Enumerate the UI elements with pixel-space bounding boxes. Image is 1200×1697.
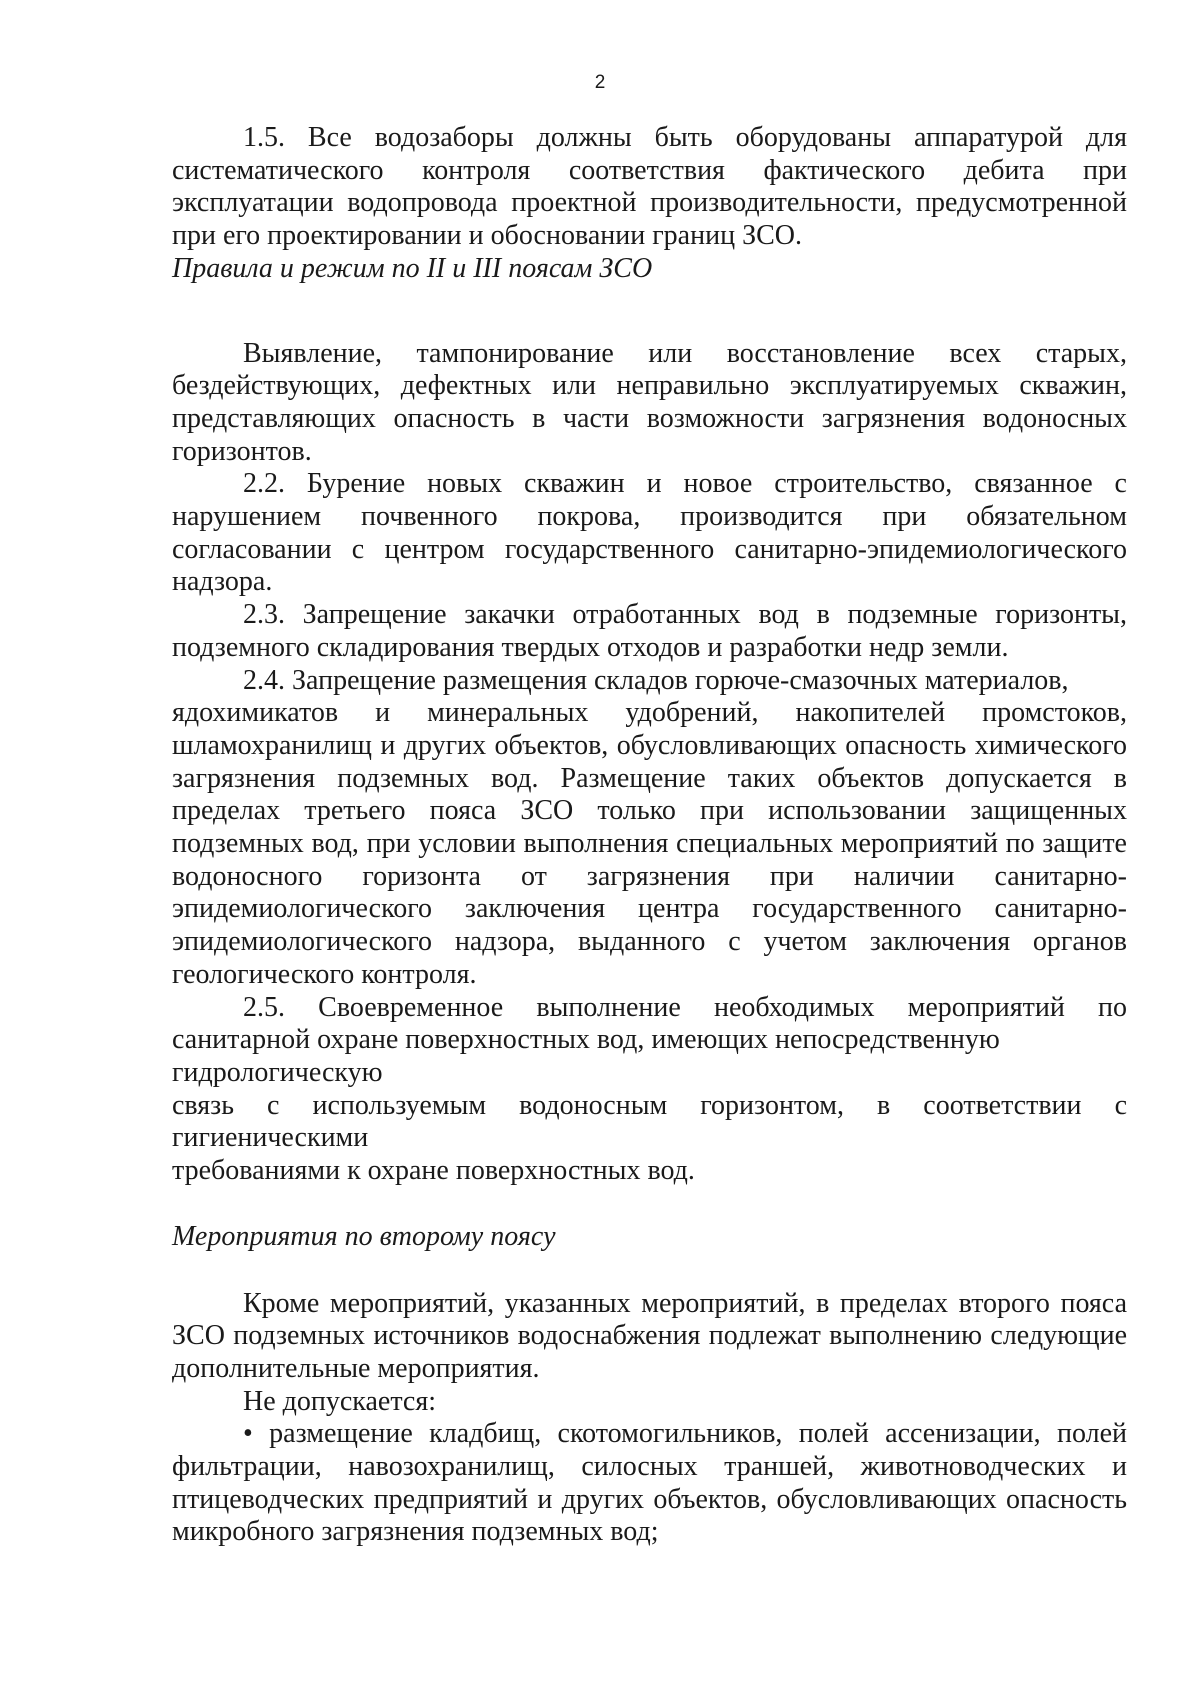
- paragraph-2-5-line-b: гидрологическую: [172, 1056, 383, 1088]
- paragraph-2-4-continuation: ядохимикатов и минеральных удобрений, накопителей промстоков, шламохранилищ и других объектов, обусловливающих опасность химического загрязнения подземных вод. Размещение таких объектов допускается в пределах третьего пояса ЗСО только при использовании защищенных подземных вод, при условии выполнения специальных мероприятий по защите водоносного горизонта от загрязнения при наличии санитарно-эпидемиологического заключения центра государственного санитарно-эпидемиологического надзора, выданного с учетом заключения органов геологического контроля.: [172, 697, 1127, 990]
- paragraph-1-5: 1.5. Все водозаборы должны быть оборудованы аппаратурой для систематического контроля соответствия фактического дебита при эксплуатации водопровода проектной производительности, предусмотренной при его проектировании и обосновании границ ЗСО.: [172, 122, 1127, 252]
- paragraph-2-4-first-line: 2.4. Запрещение размещения складов горюче-смазочных материалов,: [243, 664, 1069, 696]
- paragraph-second-belt-intro: Кроме мероприятий, указанных мероприятий, в пределах второго пояса ЗСО подземных источников водоснабжения подлежат выполнению следующие дополнительные мероприятия.: [172, 1287, 1127, 1384]
- paragraph-2-3: 2.3. Запрещение закачки отработанных вод в подземные горизонты, подземного складирования твердых отходов и разработки недр земли.: [172, 599, 1127, 663]
- heading-rules-belts-2-3: Правила и режим по II и III поясам ЗСО: [172, 252, 653, 284]
- document-body: [172, 122, 1127, 1549]
- paragraph-2-5: 2.5. Своевременное выполнение необходимых мероприятий по санитарной охране поверхностных вод, имеющих непосредственную: [172, 991, 1127, 1056]
- paragraph-not-allowed: Не допускается:: [243, 1385, 437, 1417]
- paragraph-bullet-cemeteries: • размещение кладбищ, скотомогильников, полей ассенизации, полей фильтрации, навозохранилищ, силосных траншей, животноводческих и птицеводческих предприятий и других объектов, обусловливающих опасность микробного загрязнения подземных вод;: [172, 1418, 1127, 1548]
- paragraph-identification-wells: Выявление, тампонирование или восстановление всех старых, бездействующих, дефектных или неправильно эксплуатируемых скважин, представляющих опасность в части возможности загрязнения водоносных горизонтов.: [172, 337, 1127, 467]
- paragraph-2-5-line-d: гигиеническими: [172, 1122, 369, 1154]
- page-number: 2: [594, 72, 606, 93]
- paragraph-2-2: 2.2. Бурение новых скважин и новое строительство, связанное с нарушением почвенного покрова, производится при обязательном согласовании с центром государственного санитарно-эпидемиологического надзора.: [172, 468, 1127, 598]
- heading-second-belt-measures: Мероприятия по второму поясу: [172, 1220, 556, 1252]
- paragraph-2-5-line-e: требованиями к охране поверхностных вод.: [172, 1155, 695, 1187]
- paragraph-2-5-line-c: связь с используемым водоносным горизонтом, в соответствии с: [172, 1089, 1127, 1121]
